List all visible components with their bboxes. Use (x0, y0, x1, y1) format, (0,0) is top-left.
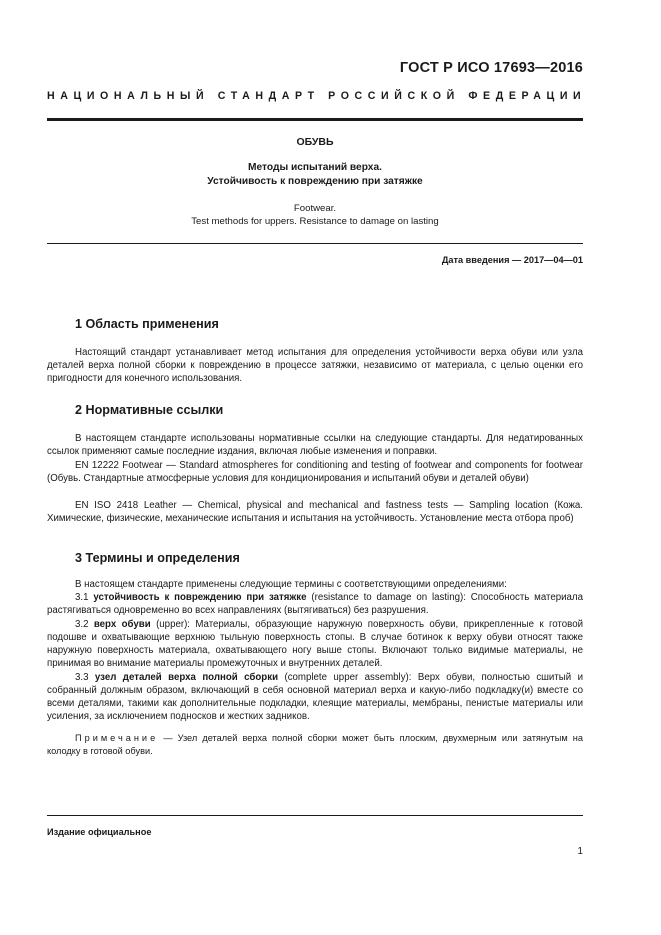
introduction-date: Дата введения — 2017—04—01 (441, 255, 583, 265)
national-standard-banner: НАЦИОНАЛЬНЫЙ СТАНДАРТ РОССИЙСКОЙ ФЕДЕРАЦИИ (47, 90, 587, 102)
section-2-reference-en12222: EN 12222 Footwear — Standard atmospheres for conditioning and testing of footwear and components for footwear (Обувь. Стандартные атмосферные условия для кондиционирования и испытаний обуви и деталей обуви) (47, 460, 583, 484)
english-title-line-2: Test methods for uppers. Resistance to damage on lasting (191, 216, 439, 227)
term-3-2-name: верх обуви (93, 619, 151, 630)
term-3-1-name: устойчивость к повреждению при затяжке (93, 592, 307, 603)
subtitle-line-2: Устойчивость к повреждению при затяжке (207, 176, 423, 187)
section-1-paragraph: Настоящий стандарт устанавливает метод испытания для определения устойчивости верха обуви или узла деталей верха полной сборки к повреждению в процессе затяжки, независимо от материала, с целью оценки его пригодности для конечного использования. (47, 347, 583, 384)
section-3-heading: 3 Термины и определения (75, 551, 240, 565)
subtitle-line-1: Методы испытаний верха. (248, 162, 382, 173)
note-label: Примечание (75, 733, 159, 743)
title-rule (47, 243, 583, 244)
document-title: ОБУВЬ (296, 136, 334, 148)
english-title-line-1: Footwear. (293, 203, 337, 214)
section-2-paragraph-1: В настоящем стандарте использованы нормативные ссылки на следующие стандарты. Для недатированных ссылок применяют самые последние издания, включая любые изменения и поправки. (47, 433, 583, 457)
footer-rule (47, 815, 583, 816)
header-rule (47, 118, 583, 121)
section-1-heading: 1 Область применения (75, 317, 219, 331)
official-edition-label: Издание официальное (47, 827, 152, 837)
section-2-reference-en-iso-2418: EN ISO 2418 Leather — Chemical, physical and mechanical and fastness tests — Sampling location (Кожа. Химические, физические, механические испытания и испытания на устойчивость. Установление места отбора проб) (47, 500, 583, 524)
section-3-note: Примечание — Узел деталей верха полной сборки может быть плоским, двухмерным или затянутым на колодку в готовой обуви. (47, 733, 583, 756)
term-3-3-name: узел деталей верха полной сборки (94, 672, 279, 683)
term-3-1: 3.1 устойчивость к повреждению при затяжке (resistance to damage on lasting): Способность материала растягиваться одновременно во всех направлениях (вытягиваться) без разрушения. (47, 592, 583, 616)
document-code: ГОСТ Р ИСО 17693—2016 (399, 60, 583, 76)
page-number: 1 (577, 846, 583, 857)
term-3-2: 3.2 верх обуви (upper): Материалы, образующие наружную поверхность обуви, прикрепленные к готовой подошве и охватывающие верхнюю тыльную поверхность стопы. В случае ботинок к верху обуви относят также наружную поверхность материала, охватывающего ногу выше стопы. Включают только видимые материалы, не принимая во внимание материалы промежуточных и внутренних деталей. (47, 619, 583, 669)
section-3-intro: В настоящем стандарте применены следующие термины с соответствующими определениями: (75, 579, 507, 590)
term-3-3: 3.3 узел деталей верха полной сборки (complete upper assembly): Верх обуви, полностью сшитый и собранный должным образом, включающий в себя основной материал верха и какую-либо подкладку(и) вместе со всеми деталями, такими как дополнительные подкладки, клеящие материалы, мембраны, пенистые материалы или усиления, за исключением подносков и жестких задников. (47, 672, 583, 722)
section-2-heading: 2 Нормативные ссылки (75, 403, 224, 417)
